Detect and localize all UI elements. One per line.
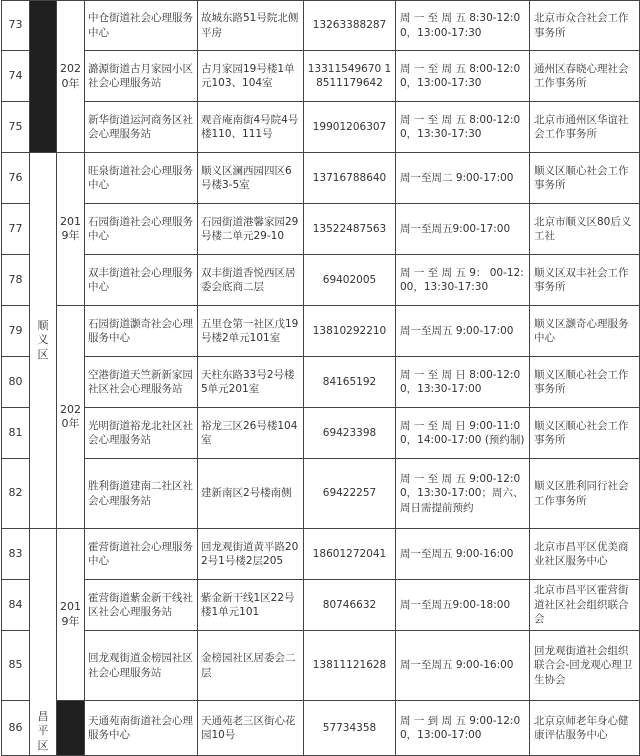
row-number: 86 bbox=[2, 701, 30, 756]
station-name: 新华街道运河商务区社会心理服务站 bbox=[85, 102, 198, 153]
station-phone: 13811121628 bbox=[304, 631, 396, 701]
table-row bbox=[2, 1, 640, 51]
station-org: 北京京师老年身心健康评估服务中心 bbox=[530, 701, 640, 756]
station-hours: 周 一 到 周 五 9:00-12:00，13:00-17:00 bbox=[396, 701, 530, 756]
row-number: 73 bbox=[2, 1, 30, 51]
station-address: 石园街道港馨家园29号楼二单元29-10 bbox=[198, 204, 304, 255]
station-org: 顺义区灏奇心理服务中心 bbox=[530, 306, 640, 357]
row-number: 76 bbox=[2, 153, 30, 204]
station-org: 顺义区顺心社会工作事务所 bbox=[530, 153, 640, 204]
station-phone: 69423398 bbox=[304, 408, 396, 459]
station-hours: 周 一 至 周 五 8:30-12:00，13:00-17:30 bbox=[396, 1, 530, 51]
row-number: 85 bbox=[2, 631, 30, 701]
table-row bbox=[2, 529, 640, 580]
station-address: 天通苑老三区街心花园10号 bbox=[198, 701, 304, 756]
station-name: 双丰街道社会心理服务中心 bbox=[85, 255, 198, 306]
station-phone: 13311549670 18511179642 bbox=[304, 51, 396, 102]
row-number: 75 bbox=[2, 102, 30, 153]
table-row bbox=[2, 51, 640, 102]
year-cell: 2019年 bbox=[57, 529, 85, 701]
station-address: 金榜园社区居委会二层 bbox=[198, 631, 304, 701]
station-address: 双丰街道香悦西区居委会底商二层 bbox=[198, 255, 304, 306]
table-row bbox=[2, 459, 640, 529]
station-org: 顺义区胜利同行社会工作事务所 bbox=[530, 459, 640, 529]
row-number: 81 bbox=[2, 408, 30, 459]
station-address: 顺义区澜西园四区6号楼3-5室 bbox=[198, 153, 304, 204]
station-hours: 周 一 至 周 日 9:00-11:00，14:00-17:00 (预约制) bbox=[396, 408, 530, 459]
station-name: 霍营街道社会心理服务中心 bbox=[85, 529, 198, 580]
district-cell: 昌平区 bbox=[30, 529, 57, 756]
year-cell-empty bbox=[57, 701, 85, 756]
station-hours: 周一至周五9:00-17:00 bbox=[396, 204, 530, 255]
service-station-table bbox=[1, 0, 640, 756]
table-row bbox=[2, 408, 640, 459]
station-org: 北京市昌平区优美商业社区服务中心 bbox=[530, 529, 640, 580]
row-number: 83 bbox=[2, 529, 30, 580]
station-address: 紫金新干线1区22号楼1单元101 bbox=[198, 580, 304, 631]
station-name: 回龙观街道金榜园社区社会心理服务站 bbox=[85, 631, 198, 701]
station-phone: 19901206307 bbox=[304, 102, 396, 153]
station-org: 顺义区顺心社会工作事务所 bbox=[530, 408, 640, 459]
station-hours: 周一至周五 9:00-16:00 bbox=[396, 631, 530, 701]
station-name: 光明街道裕龙北社区社会心理服务站 bbox=[85, 408, 198, 459]
station-name: 中仓街道社会心理服务中心 bbox=[85, 1, 198, 51]
station-phone: 69422257 bbox=[304, 459, 396, 529]
station-phone: 57734358 bbox=[304, 701, 396, 756]
station-phone: 18601272041 bbox=[304, 529, 396, 580]
table-row bbox=[2, 357, 640, 408]
row-number: 82 bbox=[2, 459, 30, 529]
station-org: 通州区春晓心理社会工作事务所 bbox=[530, 51, 640, 102]
station-hours: 周一至周五 9:00-16:00 bbox=[396, 529, 530, 580]
station-name: 霍营街道紫金新干线社区社会心理服务站 bbox=[85, 580, 198, 631]
row-number: 78 bbox=[2, 255, 30, 306]
station-hours: 周 一 至 周 日 8:00-12:00，13:30-17:00 bbox=[396, 357, 530, 408]
station-phone: 13810292210 bbox=[304, 306, 396, 357]
station-name: 胜利街道建南二社区社会心理服务站 bbox=[85, 459, 198, 529]
station-address: 观音庵南街4号院4号楼110、111号 bbox=[198, 102, 304, 153]
station-org: 北京市顺义区80后义工社 bbox=[530, 204, 640, 255]
station-phone: 69402005 bbox=[304, 255, 396, 306]
station-phone: 84165192 bbox=[304, 357, 396, 408]
year-cell: 2020年 bbox=[57, 1, 85, 153]
station-name: 石园街道灏奇社会心理服务中心 bbox=[85, 306, 198, 357]
station-name: 石园街道社会心理服务中心 bbox=[85, 204, 198, 255]
row-number: 77 bbox=[2, 204, 30, 255]
station-hours: 周一至周二 9:00-17:00 bbox=[396, 153, 530, 204]
station-name: 空港街道天竺新新家园社区社会心理服务站 bbox=[85, 357, 198, 408]
station-address: 古月家园19号楼1单元103、104室 bbox=[198, 51, 304, 102]
station-org: 北京市众合社会工作事务所 bbox=[530, 1, 640, 51]
station-org: 北京市通州区华谊社会工作事务所 bbox=[530, 102, 640, 153]
station-hours: 周 一 至 周 五 9： 00-12:00，13:30-17:30 bbox=[396, 255, 530, 306]
table-row bbox=[2, 701, 640, 756]
station-phone: 13263388287 bbox=[304, 1, 396, 51]
row-number: 84 bbox=[2, 580, 30, 631]
station-phone: 80746632 bbox=[304, 580, 396, 631]
station-hours: 周一至周五9:00-18:00 bbox=[396, 580, 530, 631]
station-org: 顺义区顺心社会工作事务所 bbox=[530, 357, 640, 408]
table-row bbox=[2, 580, 640, 631]
table-row bbox=[2, 306, 640, 357]
station-address: 裕龙三区26号楼104室 bbox=[198, 408, 304, 459]
station-phone: 13716788640 bbox=[304, 153, 396, 204]
station-org: 回龙观街道社会组织联合会-回龙观心理卫生协会 bbox=[530, 631, 640, 701]
station-phone: 13522487563 bbox=[304, 204, 396, 255]
district-cell: 顺义区 bbox=[30, 153, 57, 529]
station-name: 天通苑南街道社会心理服务中心 bbox=[85, 701, 198, 756]
row-number: 80 bbox=[2, 357, 30, 408]
station-name: 旺泉街道社会心理服务中心 bbox=[85, 153, 198, 204]
station-name: 潞源街道古月家园小区社会心理服务站 bbox=[85, 51, 198, 102]
row-number: 74 bbox=[2, 51, 30, 102]
station-address: 五里仓第一社区戊19号楼2单元101室 bbox=[198, 306, 304, 357]
station-org: 北京市昌平区霍营街道社区社会组织联合会 bbox=[530, 580, 640, 631]
table-row bbox=[2, 204, 640, 255]
station-hours: 周一至周五 9:00-17:00 bbox=[396, 306, 530, 357]
district-cell-empty bbox=[30, 1, 57, 153]
station-hours: 周 一 至 周 五 9:00-12:00，13:30-17:00；周六、周日需提前预约 bbox=[396, 459, 530, 529]
station-address: 回龙观街道黄平路202号1号楼2层205 bbox=[198, 529, 304, 580]
station-address: 建新南区2号楼南侧 bbox=[198, 459, 304, 529]
station-org: 顺义区双丰社会工作事务所 bbox=[530, 255, 640, 306]
table-row bbox=[2, 255, 640, 306]
station-hours: 周 一 至 周 五 8:00-12:00，13:00-17:30 bbox=[396, 51, 530, 102]
table-row bbox=[2, 102, 640, 153]
station-hours: 周 一 至 周 五 8:00-12:00，13:30-17:30 bbox=[396, 102, 530, 153]
year-cell: 2019年 bbox=[57, 153, 85, 306]
table-row bbox=[2, 631, 640, 701]
station-address: 天柱东路33号2号楼5单元201室 bbox=[198, 357, 304, 408]
year-cell: 2020年 bbox=[57, 306, 85, 529]
row-number: 79 bbox=[2, 306, 30, 357]
station-address: 故城东路51号院北侧平房 bbox=[198, 1, 304, 51]
table-row bbox=[2, 153, 640, 204]
